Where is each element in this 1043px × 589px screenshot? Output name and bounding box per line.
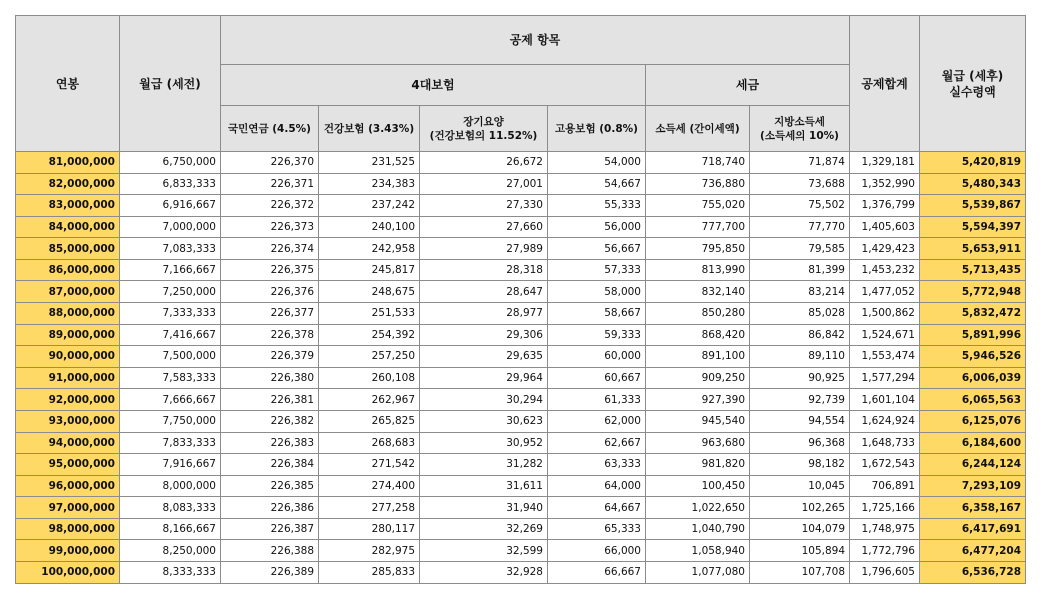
- annual-salary-cell: 99,000,000: [16, 540, 120, 562]
- table-row: [16, 303, 1026, 325]
- total-deduction-cell: 1,796,605: [850, 561, 920, 583]
- long-term-care-cell: 30,952: [420, 432, 548, 454]
- income-tax-cell: 891,100: [646, 346, 750, 368]
- annual-salary-cell: 88,000,000: [16, 303, 120, 325]
- health-insurance-cell: 251,533: [319, 303, 420, 325]
- annual-salary-cell: 92,000,000: [16, 389, 120, 411]
- monthly-pre-tax-cell: 7,583,333: [120, 367, 221, 389]
- national-pension-cell: 226,380: [221, 367, 319, 389]
- table-row: [16, 173, 1026, 195]
- monthly-post-tax-cell: 5,946,526: [920, 346, 1026, 368]
- employment-insurance-cell: 61,333: [548, 389, 646, 411]
- health-insurance-cell: 234,383: [319, 173, 420, 195]
- income-tax-cell: 813,990: [646, 259, 750, 281]
- total-deduction-cell: 1,553,474: [850, 346, 920, 368]
- long-term-care-cell: 29,306: [420, 324, 548, 346]
- annual-salary-cell: 98,000,000: [16, 518, 120, 540]
- annual-salary-cell: 90,000,000: [16, 346, 120, 368]
- annual-salary-cell: 81,000,000: [16, 152, 120, 174]
- table-row: [16, 281, 1026, 303]
- employment-insurance-cell: 64,000: [548, 475, 646, 497]
- annual-salary-cell: 85,000,000: [16, 238, 120, 260]
- long-term-care-cell: 31,611: [420, 475, 548, 497]
- health-insurance-cell: 271,542: [319, 454, 420, 476]
- local-income-tax-cell: 86,842: [750, 324, 850, 346]
- employment-insurance-cell: 54,667: [548, 173, 646, 195]
- health-insurance-cell: 248,675: [319, 281, 420, 303]
- income-tax-cell: 868,420: [646, 324, 750, 346]
- income-tax-cell: 755,020: [646, 195, 750, 217]
- monthly-pre-tax-cell: 7,916,667: [120, 454, 221, 476]
- table-row: [16, 518, 1026, 540]
- local-income-tax-cell: 89,110: [750, 346, 850, 368]
- employment-insurance-cell: 64,667: [548, 497, 646, 519]
- table-body: [16, 152, 1026, 584]
- local-income-tax-cell: 94,554: [750, 410, 850, 432]
- income-tax-cell: 1,077,080: [646, 561, 750, 583]
- monthly-post-tax-cell: 6,358,167: [920, 497, 1026, 519]
- monthly-pre-tax-cell: 6,833,333: [120, 173, 221, 195]
- long-term-care-cell: 31,282: [420, 454, 548, 476]
- long-term-care-cell: 32,928: [420, 561, 548, 583]
- employment-insurance-cell: 58,000: [548, 281, 646, 303]
- table-row: [16, 475, 1026, 497]
- annual-salary-cell: 86,000,000: [16, 259, 120, 281]
- local-income-tax-cell: 107,708: [750, 561, 850, 583]
- national-pension-cell: 226,383: [221, 432, 319, 454]
- total-deduction-cell: 1,577,294: [850, 367, 920, 389]
- health-insurance-cell: 257,250: [319, 346, 420, 368]
- total-deduction-cell: 1,772,796: [850, 540, 920, 562]
- income-tax-cell: 795,850: [646, 238, 750, 260]
- monthly-post-tax-cell: 5,713,435: [920, 259, 1026, 281]
- health-insurance-cell: 285,833: [319, 561, 420, 583]
- national-pension-cell: 226,375: [221, 259, 319, 281]
- total-deduction-cell: 1,376,799: [850, 195, 920, 217]
- header-monthly-pre-tax: 월급 (세전): [120, 16, 221, 152]
- local-income-tax-cell: 73,688: [750, 173, 850, 195]
- local-income-tax-cell: 104,079: [750, 518, 850, 540]
- employment-insurance-cell: 66,000: [548, 540, 646, 562]
- employment-insurance-cell: 59,333: [548, 324, 646, 346]
- total-deduction-cell: 1,748,975: [850, 518, 920, 540]
- national-pension-cell: 226,389: [221, 561, 319, 583]
- monthly-post-tax-cell: 5,420,819: [920, 152, 1026, 174]
- national-pension-cell: 226,370: [221, 152, 319, 174]
- long-term-care-cell: 32,269: [420, 518, 548, 540]
- monthly-post-tax-cell: 5,594,397: [920, 216, 1026, 238]
- employment-insurance-cell: 63,333: [548, 454, 646, 476]
- national-pension-cell: 226,378: [221, 324, 319, 346]
- header-total-deduction: 공제합계: [850, 16, 920, 152]
- table-row: [16, 389, 1026, 411]
- salary-deduction-table: [15, 15, 1026, 584]
- table-row: [16, 561, 1026, 583]
- health-insurance-cell: 260,108: [319, 367, 420, 389]
- table-row: [16, 454, 1026, 476]
- income-tax-cell: 1,022,650: [646, 497, 750, 519]
- monthly-post-tax-cell: 5,480,343: [920, 173, 1026, 195]
- monthly-post-tax-cell: 6,536,728: [920, 561, 1026, 583]
- national-pension-cell: 226,386: [221, 497, 319, 519]
- total-deduction-cell: 1,429,423: [850, 238, 920, 260]
- national-pension-cell: 226,381: [221, 389, 319, 411]
- local-income-tax-cell: 81,399: [750, 259, 850, 281]
- income-tax-cell: 736,880: [646, 173, 750, 195]
- total-deduction-cell: 1,601,104: [850, 389, 920, 411]
- local-income-tax-cell: 105,894: [750, 540, 850, 562]
- monthly-post-tax-cell: 6,417,691: [920, 518, 1026, 540]
- income-tax-cell: 1,040,790: [646, 518, 750, 540]
- monthly-post-tax-cell: 6,125,076: [920, 410, 1026, 432]
- total-deduction-cell: 1,648,733: [850, 432, 920, 454]
- income-tax-cell: 850,280: [646, 303, 750, 325]
- header-deduction-items: 공제 항목: [221, 16, 850, 65]
- header-monthly-post-tax: 월급 (세후) 실수령액: [920, 16, 1026, 152]
- long-term-care-cell: 27,660: [420, 216, 548, 238]
- table-row: [16, 259, 1026, 281]
- annual-salary-cell: 91,000,000: [16, 367, 120, 389]
- employment-insurance-cell: 57,333: [548, 259, 646, 281]
- monthly-pre-tax-cell: 8,333,333: [120, 561, 221, 583]
- long-term-care-cell: 28,647: [420, 281, 548, 303]
- monthly-post-tax-cell: 5,539,867: [920, 195, 1026, 217]
- header-four-insurances: 4대보험: [221, 65, 646, 106]
- annual-salary-cell: 84,000,000: [16, 216, 120, 238]
- annual-salary-cell: 97,000,000: [16, 497, 120, 519]
- health-insurance-cell: 280,117: [319, 518, 420, 540]
- total-deduction-cell: 1,624,924: [850, 410, 920, 432]
- employment-insurance-cell: 66,667: [548, 561, 646, 583]
- total-deduction-cell: 1,477,052: [850, 281, 920, 303]
- monthly-pre-tax-cell: 8,083,333: [120, 497, 221, 519]
- monthly-pre-tax-cell: 7,166,667: [120, 259, 221, 281]
- monthly-pre-tax-cell: 8,000,000: [120, 475, 221, 497]
- monthly-post-tax-cell: 6,477,204: [920, 540, 1026, 562]
- health-insurance-cell: 265,825: [319, 410, 420, 432]
- monthly-pre-tax-cell: 8,250,000: [120, 540, 221, 562]
- employment-insurance-cell: 55,333: [548, 195, 646, 217]
- total-deduction-cell: 1,672,543: [850, 454, 920, 476]
- long-term-care-cell: 27,989: [420, 238, 548, 260]
- long-term-care-cell: 27,330: [420, 195, 548, 217]
- monthly-pre-tax-cell: 7,833,333: [120, 432, 221, 454]
- employment-insurance-cell: 65,333: [548, 518, 646, 540]
- employment-insurance-cell: 62,667: [548, 432, 646, 454]
- annual-salary-cell: 100,000,000: [16, 561, 120, 583]
- header-long-term-care: 장기요양 (건강보험의 11.52%): [420, 106, 548, 152]
- long-term-care-cell: 27,001: [420, 173, 548, 195]
- national-pension-cell: 226,385: [221, 475, 319, 497]
- monthly-post-tax-cell: 6,065,563: [920, 389, 1026, 411]
- income-tax-cell: 1,058,940: [646, 540, 750, 562]
- health-insurance-cell: 240,100: [319, 216, 420, 238]
- national-pension-cell: 226,379: [221, 346, 319, 368]
- total-deduction-cell: 1,725,166: [850, 497, 920, 519]
- monthly-pre-tax-cell: 7,416,667: [120, 324, 221, 346]
- monthly-post-tax-cell: 6,184,600: [920, 432, 1026, 454]
- header-tax: 세금: [646, 65, 850, 106]
- local-income-tax-cell: 102,265: [750, 497, 850, 519]
- local-income-tax-cell: 10,045: [750, 475, 850, 497]
- long-term-care-cell: 32,599: [420, 540, 548, 562]
- local-income-tax-cell: 79,585: [750, 238, 850, 260]
- employment-insurance-cell: 56,667: [548, 238, 646, 260]
- header-national-pension: 국민연금 (4.5%): [221, 106, 319, 152]
- income-tax-cell: 777,700: [646, 216, 750, 238]
- employment-insurance-cell: 60,000: [548, 346, 646, 368]
- health-insurance-cell: 237,242: [319, 195, 420, 217]
- annual-salary-cell: 96,000,000: [16, 475, 120, 497]
- monthly-post-tax-cell: 6,006,039: [920, 367, 1026, 389]
- table-row: [16, 410, 1026, 432]
- national-pension-cell: 226,382: [221, 410, 319, 432]
- table-row: [16, 346, 1026, 368]
- national-pension-cell: 226,372: [221, 195, 319, 217]
- employment-insurance-cell: 62,000: [548, 410, 646, 432]
- table-row: [16, 324, 1026, 346]
- monthly-post-tax-cell: 5,772,948: [920, 281, 1026, 303]
- health-insurance-cell: 262,967: [319, 389, 420, 411]
- monthly-pre-tax-cell: 7,000,000: [120, 216, 221, 238]
- employment-insurance-cell: 60,667: [548, 367, 646, 389]
- table-row: [16, 432, 1026, 454]
- national-pension-cell: 226,373: [221, 216, 319, 238]
- table-row: [16, 367, 1026, 389]
- employment-insurance-cell: 56,000: [548, 216, 646, 238]
- monthly-post-tax-cell: 7,293,109: [920, 475, 1026, 497]
- national-pension-cell: 226,374: [221, 238, 319, 260]
- income-tax-cell: 100,450: [646, 475, 750, 497]
- total-deduction-cell: 1,524,671: [850, 324, 920, 346]
- total-deduction-cell: 1,405,603: [850, 216, 920, 238]
- health-insurance-cell: 282,975: [319, 540, 420, 562]
- header-income-tax: 소득세 (간이세액): [646, 106, 750, 152]
- monthly-post-tax-cell: 5,832,472: [920, 303, 1026, 325]
- local-income-tax-cell: 90,925: [750, 367, 850, 389]
- total-deduction-cell: 1,352,990: [850, 173, 920, 195]
- table-row: [16, 195, 1026, 217]
- long-term-care-cell: 28,977: [420, 303, 548, 325]
- annual-salary-cell: 87,000,000: [16, 281, 120, 303]
- income-tax-cell: 945,540: [646, 410, 750, 432]
- total-deduction-cell: 1,500,862: [850, 303, 920, 325]
- local-income-tax-cell: 98,182: [750, 454, 850, 476]
- health-insurance-cell: 254,392: [319, 324, 420, 346]
- health-insurance-cell: 242,958: [319, 238, 420, 260]
- header-employment-insurance: 고용보험 (0.8%): [548, 106, 646, 152]
- local-income-tax-cell: 85,028: [750, 303, 850, 325]
- long-term-care-cell: 30,623: [420, 410, 548, 432]
- long-term-care-cell: 30,294: [420, 389, 548, 411]
- monthly-pre-tax-cell: 7,750,000: [120, 410, 221, 432]
- annual-salary-cell: 83,000,000: [16, 195, 120, 217]
- employment-insurance-cell: 54,000: [548, 152, 646, 174]
- salary-table-container: [15, 15, 1026, 584]
- monthly-pre-tax-cell: 8,166,667: [120, 518, 221, 540]
- total-deduction-cell: 706,891: [850, 475, 920, 497]
- national-pension-cell: 226,376: [221, 281, 319, 303]
- header-annual-salary: 연봉: [16, 16, 120, 152]
- income-tax-cell: 927,390: [646, 389, 750, 411]
- monthly-pre-tax-cell: 6,750,000: [120, 152, 221, 174]
- table-row: [16, 216, 1026, 238]
- local-income-tax-cell: 75,502: [750, 195, 850, 217]
- local-income-tax-cell: 83,214: [750, 281, 850, 303]
- local-income-tax-cell: 77,770: [750, 216, 850, 238]
- header-local-income-tax: 지방소득세 (소득세의 10%): [750, 106, 850, 152]
- total-deduction-cell: 1,329,181: [850, 152, 920, 174]
- monthly-pre-tax-cell: 7,500,000: [120, 346, 221, 368]
- employment-insurance-cell: 58,667: [548, 303, 646, 325]
- monthly-pre-tax-cell: 7,666,667: [120, 389, 221, 411]
- income-tax-cell: 981,820: [646, 454, 750, 476]
- income-tax-cell: 832,140: [646, 281, 750, 303]
- local-income-tax-cell: 92,739: [750, 389, 850, 411]
- health-insurance-cell: 245,817: [319, 259, 420, 281]
- health-insurance-cell: 268,683: [319, 432, 420, 454]
- national-pension-cell: 226,377: [221, 303, 319, 325]
- monthly-pre-tax-cell: 7,333,333: [120, 303, 221, 325]
- total-deduction-cell: 1,453,232: [850, 259, 920, 281]
- long-term-care-cell: 28,318: [420, 259, 548, 281]
- health-insurance-cell: 277,258: [319, 497, 420, 519]
- table-row: [16, 238, 1026, 260]
- long-term-care-cell: 29,964: [420, 367, 548, 389]
- national-pension-cell: 226,388: [221, 540, 319, 562]
- local-income-tax-cell: 96,368: [750, 432, 850, 454]
- long-term-care-cell: 26,672: [420, 152, 548, 174]
- income-tax-cell: 718,740: [646, 152, 750, 174]
- long-term-care-cell: 31,940: [420, 497, 548, 519]
- health-insurance-cell: 274,400: [319, 475, 420, 497]
- annual-salary-cell: 94,000,000: [16, 432, 120, 454]
- table-row: [16, 152, 1026, 174]
- monthly-pre-tax-cell: 6,916,667: [120, 195, 221, 217]
- annual-salary-cell: 89,000,000: [16, 324, 120, 346]
- annual-salary-cell: 93,000,000: [16, 410, 120, 432]
- national-pension-cell: 226,371: [221, 173, 319, 195]
- annual-salary-cell: 82,000,000: [16, 173, 120, 195]
- monthly-pre-tax-cell: 7,250,000: [120, 281, 221, 303]
- monthly-post-tax-cell: 6,244,124: [920, 454, 1026, 476]
- health-insurance-cell: 231,525: [319, 152, 420, 174]
- national-pension-cell: 226,384: [221, 454, 319, 476]
- annual-salary-cell: 95,000,000: [16, 454, 120, 476]
- income-tax-cell: 909,250: [646, 367, 750, 389]
- monthly-post-tax-cell: 5,891,996: [920, 324, 1026, 346]
- table-row: [16, 497, 1026, 519]
- monthly-post-tax-cell: 5,653,911: [920, 238, 1026, 260]
- table-row: [16, 540, 1026, 562]
- national-pension-cell: 226,387: [221, 518, 319, 540]
- monthly-pre-tax-cell: 7,083,333: [120, 238, 221, 260]
- local-income-tax-cell: 71,874: [750, 152, 850, 174]
- header-health-insurance: 건강보험 (3.43%): [319, 106, 420, 152]
- table-header: [16, 16, 1026, 152]
- income-tax-cell: 963,680: [646, 432, 750, 454]
- long-term-care-cell: 29,635: [420, 346, 548, 368]
